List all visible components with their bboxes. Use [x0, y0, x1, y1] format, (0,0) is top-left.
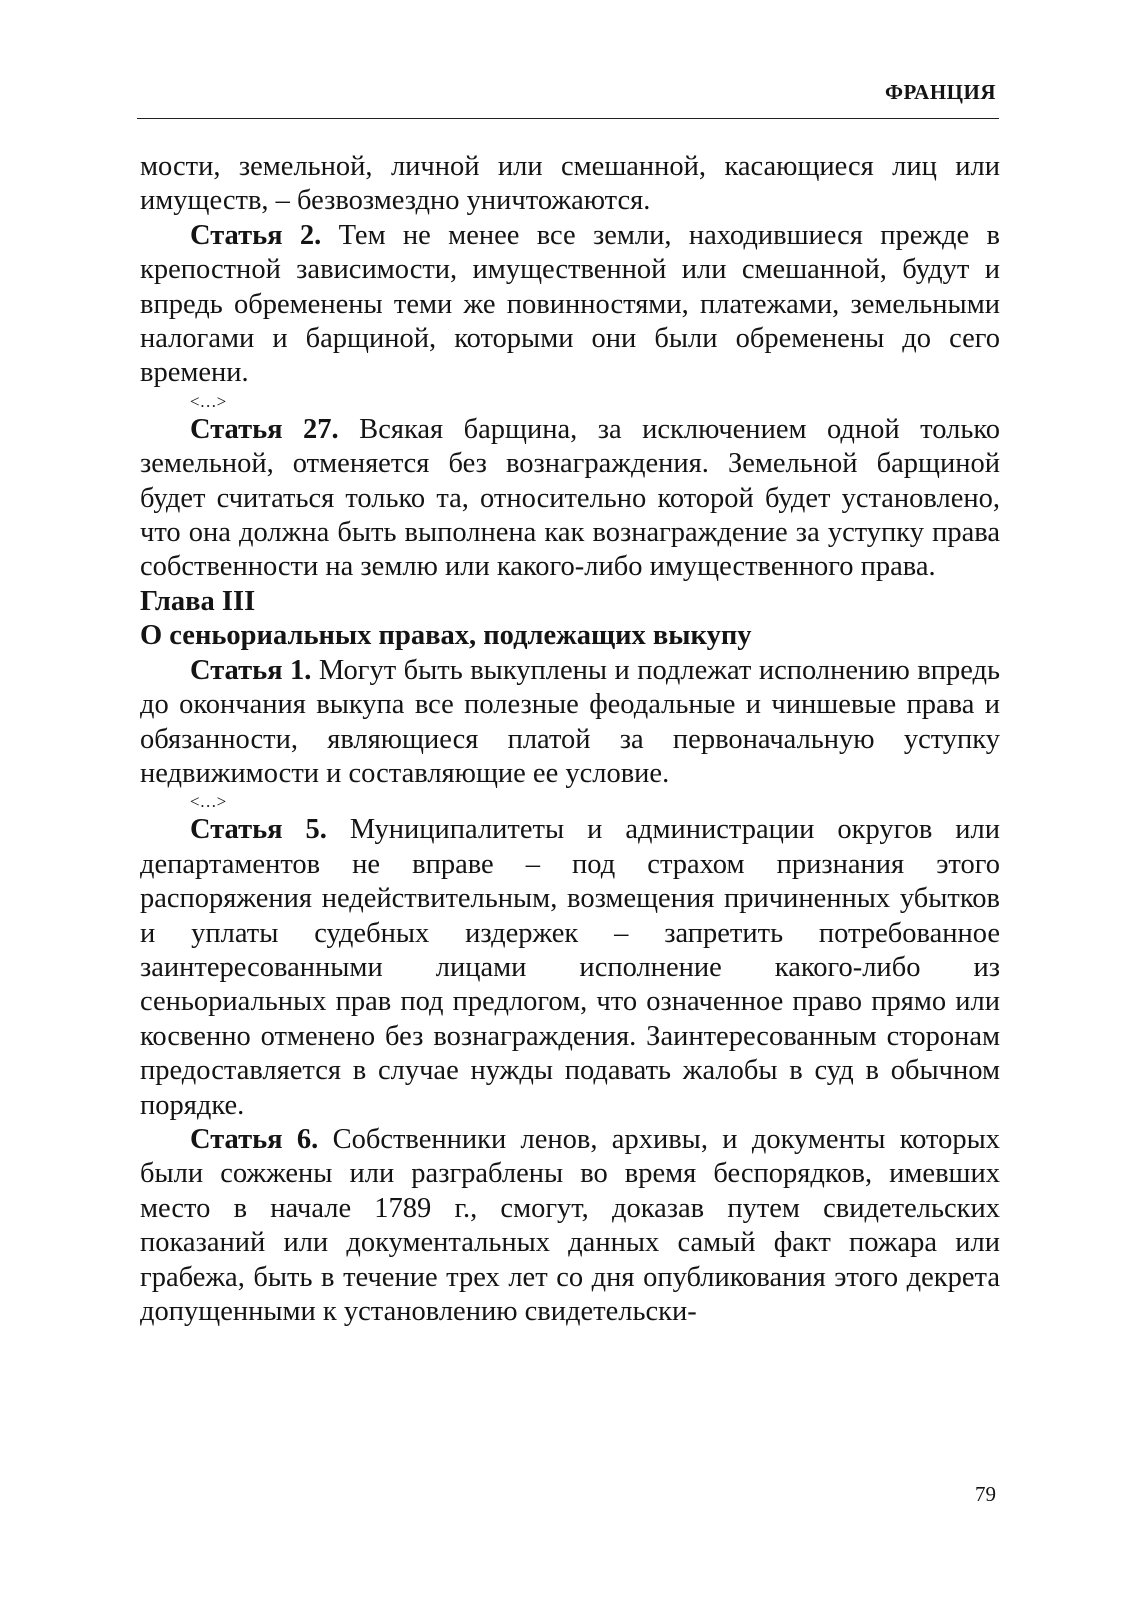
article-2-paragraph: [140, 219, 1000, 391]
article-text: Всякая барщина, за исключением одной только земельной, отменяется без вознаграждения. Земельной барщиной будет считаться только та, относительно которой будет установлено, что она должна быть выполнена как вознаграждение за уступку права собственности на землю или какого-либо имущественного права.: [140, 413, 1001, 583]
paragraph-continuation: мости, земельной, личной или смешанной, касающиеся лиц или имуществ, – безвозмездно уничтожаются.: [140, 151, 1000, 217]
article-1-paragraph: [140, 654, 1000, 792]
article-27-paragraph: [140, 413, 1000, 585]
header-rule: [137, 118, 999, 119]
running-head: ФРАНЦИЯ: [884, 80, 996, 104]
page-number: 79: [975, 1482, 996, 1506]
article-text: Тем не менее все земли, находившиеся прежде в крепостной зависимости, имущественной или смешанной, будут и впредь обременены теми же повинностями, платежами, земельными налогами и барщиной, которыми они были обременены до сего времени.: [140, 219, 1000, 389]
article-label: Статья 1.: [190, 654, 312, 686]
article-label: Статья 2.: [190, 219, 322, 251]
article-text: Могут быть выкуплены и подлежат исполнению впредь до окончания выкупа все полезные феодальные и чиншевые права и обязанности, являющиеся платой за первоначальную уступку недвижимости и составляющие ее условие.: [140, 654, 1000, 789]
omission-mark: <…>: [190, 792, 227, 812]
omission-mark: <…>: [190, 391, 227, 411]
article-text: Муниципалитеты и администрации округов или департаментов не вправе – под страхом признания этого распоряжения недействительным, возмещения причиненных убытков и уплаты судебных издержек – запретить потребованное заинтересованными лицами исполнение какого-либо из сеньориальных прав под предлогом, что означенное право прямо или косвенно отменено без вознаграждения. Заинтересованным сторонам предоставляется в случае нужды подавать жалобы в суд в обычном порядке.: [140, 814, 1000, 1121]
article-text: Собственники ленов, архивы, и документы которых были сожжены или разграблены во время беспорядков, имевших место в начале 1789 г., смогут, доказав путем свидетельских показаний или документальных данных самый факт пожара или грабежа, быть в течение трех лет со дня опубликования этого декрета допущенными к установлению свидетельски-: [140, 1123, 1000, 1327]
article-label: Статья 5.: [190, 814, 327, 846]
article-label: Статья 27.: [190, 413, 339, 445]
article-5-paragraph: [140, 813, 1000, 1123]
page-body: [140, 150, 1000, 1329]
chapter-title: О сеньориальных правах, подлежащих выкупу: [140, 620, 752, 652]
chapter-number: Глава III: [140, 585, 256, 617]
article-label: Статья 6.: [190, 1123, 319, 1155]
article-6-paragraph: [140, 1123, 1000, 1329]
